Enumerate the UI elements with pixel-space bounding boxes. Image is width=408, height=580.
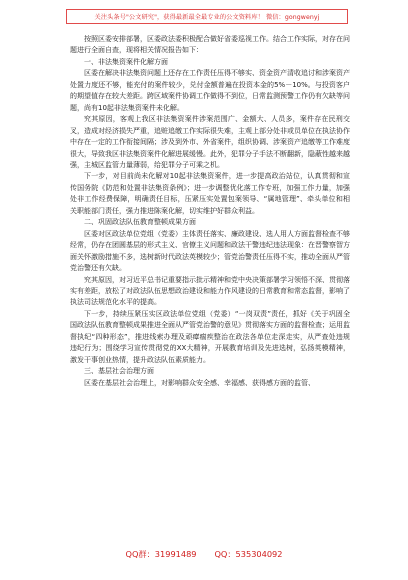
- contact-footer: [0, 549, 408, 563]
- document-body: [70, 34, 350, 389]
- paragraph: 究其原因，客观上我区非法集资案件涉案范围广、金额大、人员多，案件存在民刑交叉，造成对经济损失严重，追赃追缴工作实际很失难，主观上部分处非或员单位在执法协作中存在一定的工作衔接间隔；涉及到外市、外省案件，组织协调、涉案资产追缴等工作难度很大，导致我区非法集资案件化解进展缓慢。此外，犯罪分子手法不断翻新，隐蔽性越来越强，主城区监管力量薄弱，给犯罪分子可乘之机。: [70, 115, 350, 169]
- section-heading-3: 三、基层社会治理方面: [84, 367, 154, 376]
- paragraph: 下一步，持续压紧压实区政法单位党组（党委）“一岗双责”责任，抓好《关于巩固全国政法队伍教育整顿成果推进全面从严管党治警的意见》贯彻落实方面的监督检查；运用监督执纪“四种形态”，推进线索办理及顽瘴痼疾整治在政法各单位走深走实，从严查处违规违纪行为；围绕学习宣传贯彻党的XX大精神，开展教育培训及先进选树，弘扬英模精神，激发干事创业热情，提升政法队伍素质能力。: [70, 309, 350, 364]
- paragraph: 下一步，对目前尚未化解对10起非法集资案件，进一步提高政治站位，认真贯彻和宣传国务院《防范和处置非法集资条例》；进一步调整优化落工作专班，加强工作力量，加强处非工作经费保障，明确责任目标，压紧压实处置包案领导、“属地管理”、牵头单位和相关职能部门责任，强力推进陈案化解，切实维护好群众利益。: [70, 172, 350, 215]
- intro-paragraph: 按照区委安排部署，区委政法委积极配合做好省委巡视工作。结合工作实际，对存在问题进行全面自查，现将相关情况报告如下：: [70, 35, 350, 55]
- promo-banner-text: 关注头条号"公文研究"，获得最新最全最专业的公文资料库！ 微信：gongwenyj: [94, 14, 320, 21]
- section-heading-2: 二、巩固政法队伍教育整顿成果方面: [84, 218, 196, 227]
- paragraph: 区委对区政法单位党组（党委）主体责任落实、廉政建设、选人用人方面监督检查不够经常，仍存在团圆基层的形式主义、官僚主义问题和政法干警违纪违法现象：在晋警察智方面关怀激励措施不多，选树新时代政法英模较少；管党治警责任压得不实，推动全面从严管党治警还有欠缺。: [70, 229, 350, 273]
- paragraph: 区委在解决非法集资问题上还存在工作责任压得不够实、资金资产清收追讨和涉案资产处置力度还不够，能充付的案件较少，兑付金额普遍在投资本金的5%－10%。与投资客户的期望值存在较大差距。跨区域案件协调工作做得不到位，日常监测预警工作仍有欠缺等问题，尚有10起非法集资案件未化解。: [70, 69, 350, 112]
- paragraph: 究其原因，对习近平总书记重要指示批示精神和党中央决策部署学习领悟不深、贯彻落实有差距，放松了对政法队伍思想政治建设和能力作风建设的日常教育和常态监督，影响了执法司法规范化水平的提高。: [70, 275, 350, 307]
- qq-number: QQ：535304092: [214, 549, 283, 559]
- qq-group-number: QQ群：31991489: [125, 549, 197, 559]
- promo-banner: [66, 9, 348, 24]
- section-heading-1: 一、非法集资案件化解方面: [84, 57, 168, 66]
- paragraph: 区委在基层社会治理上，对影响群众安全感、幸福感、获得感方面的监管、: [84, 378, 315, 387]
